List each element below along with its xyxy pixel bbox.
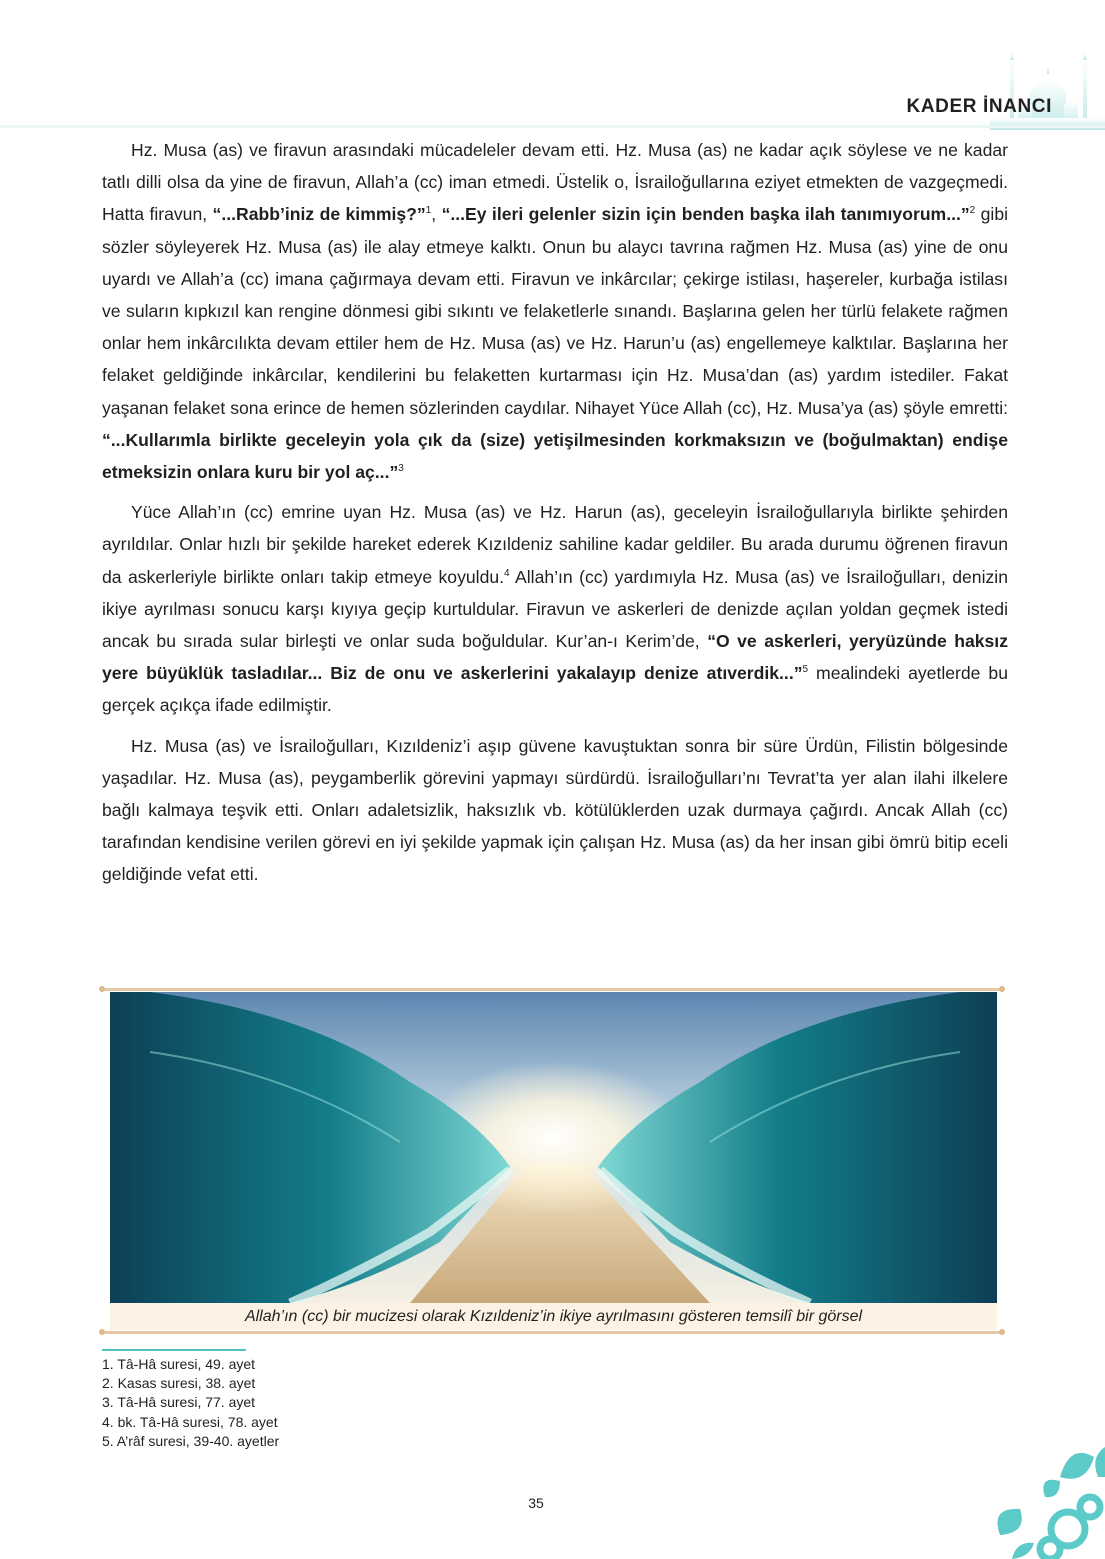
mosque-silhouette-icon	[990, 52, 1105, 132]
text-run: mealindeki ayetlerde bu gerçek açıkça ifade edilmiştir.	[102, 663, 1008, 716]
footnote: 3. Tâ-Hâ suresi, 77. ayet	[102, 1394, 256, 1411]
paragraph	[102, 496, 1008, 721]
page-number: 35	[528, 1495, 544, 1511]
flower-ornament-icon	[990, 1437, 1105, 1559]
paragraph	[102, 134, 1008, 488]
footnotes	[102, 1355, 279, 1451]
footnote: 4. bk. Tâ-Hâ suresi, 78. ayet	[102, 1413, 278, 1430]
body-text	[102, 134, 1008, 899]
text-run: gibi sözler söyleyerek Hz. Musa (as) ile alay etmeye kalktı. Onun bu alaycı tavrına rağmen Hz. Musa (as) yine de onu uyardı ve Allah’a (cc) imana çağırmaya devam etti. Firavun ve inkârcılar; çekirge istilası, haşereler, kurbağa istilası ve suların kıpkızıl kan rengine dönmesi gibi sıkıntı ve felaketlerle sınandı. Başlarına gelen her türlü felakete rağmen onlar hem inkârcılıkta devam ettiler hem de Hz. Musa (as) ve Hz. Harun’u (as) engellemeye kalktılar. Başlarına her felaket geldiğinde inkârcılar, kendilerini bu felaketten kurtarması için Hz. Musa’dan (as) yardım istediler. Fakat yaşanan felaket sona erince de hemen sözlerinden caydılar. Nihayet Yüce Allah (cc), Hz. Musa’ya (as) şöyle emretti:	[102, 204, 1009, 418]
text-run: Yüce Allah’ın (cc) emrine uyan Hz. Musa (as) ve Hz. Harun (as), geceleyin İsrailoğullarıyla birlikte şehirden ayrıldılar. Onlar hızlı bir şekilde hareket ederek Kızıldeniz sahiline kadar geldiler. Bu arada durumu öğrenen firavun da askerleriyle birlikte onları takip etmeye koyuldu.	[102, 502, 1008, 587]
text-run: Hz. Musa (as) ve firavun arasındaki mücadeleler devam etti. Hz. Musa (as) ne kadar açık söylese ve ne kadar tatlı dilli olsa da yine de firavun, Allah’a (cc) iman etmedi. Üstelik o, İsrailoğullarına eziyet etmekten de vazgeçmedi. Hatta firavun,	[102, 140, 1008, 225]
quotation: “...Rabb’iniz de kimmiş?”	[212, 204, 426, 225]
footnote-rule	[102, 1349, 246, 1351]
footnote-reference: 2	[969, 205, 976, 217]
red-sea-parting-illustration	[110, 992, 997, 1303]
figure-caption: Allah’ın (cc) bir mucizesi olarak Kızıldeniz’in ikiye ayrılmasını gösteren temsilî bir görsel	[110, 1303, 997, 1330]
text-run: Allah’ın (cc) yardımıyla Hz. Musa (as) ve İsrailoğulları, denizin ikiye ayrılması sonucu karşı kıyıya geçip kurtuldular. Firavun ve askerleri de denizde açılan yoldan geçmek istedi ancak bu sırada sular birleşti ve onlar suda boğuldular. Kur’an-ı Kerim’de,	[102, 566, 1008, 652]
footnote-reference: 1	[425, 205, 432, 217]
footnote-reference: 3	[398, 463, 404, 475]
footnote: 5. A’râf suresi, 39-40. ayetler	[102, 1432, 280, 1449]
figure-corner-dot	[999, 1329, 1005, 1335]
text-run: Hz. Musa (as) ve İsrailoğulları, Kızıldeniz’i aşıp güvene kavuştuktan sonra bir süre Ürdün, Filistin bölgesinde yaşadılar. Hz. Musa (as), peygamberlik görevini yapmayı sürdürdü. İsrailoğulları’nı Tevrat’ta yer alan ilahi ilkelere bağlı kalmaya teşvik etti. Onları adaletsizlik, haksızlık vb. kötülüklerden uzak durmaya çağırdı. Ancak Allah (cc) tarafından kendisine verilen görevi en iyi şekilde yapmak için çalışan Hz. Musa (as) da her insan gibi ömrü bitip eceli geldiğinde vefat etti.	[102, 735, 1008, 885]
header-rule	[0, 125, 1105, 128]
footnote-reference: 4	[504, 567, 510, 579]
figure-corner-dot	[99, 1329, 105, 1335]
paragraph	[102, 730, 1008, 891]
figure-bottom-border	[102, 1331, 1003, 1334]
footnote: 2. Kasas suresi, 38. ayet	[102, 1375, 256, 1392]
figure-top-border	[102, 988, 1003, 991]
quotation: “O ve askerleri, yeryüzünde haksız yere büyüklük tasladılar... Biz de onu ve askerlerini yakalayıp denize atıverdik...”	[102, 631, 1008, 684]
section-title: KADER İNANCI	[906, 96, 1052, 117]
figure-corner-dot	[99, 986, 105, 992]
quotation: “...Kullarımla birlikte geceleyin yola çık da (size) yetişilmesinden korkmaksızın ve (boğulmaktan) endişe etmeksizin onlara kuru bir yol aç...”	[102, 429, 1008, 483]
footnote: 1. Tâ-Hâ suresi, 49. ayet	[102, 1356, 256, 1372]
text-run: ,	[431, 204, 442, 225]
quotation: “...Ey ileri gelenler sizin için benden başka ilah tanımıyorum...”	[441, 204, 970, 225]
figure-corner-dot	[999, 986, 1005, 992]
footnote-reference: 5	[802, 664, 809, 676]
